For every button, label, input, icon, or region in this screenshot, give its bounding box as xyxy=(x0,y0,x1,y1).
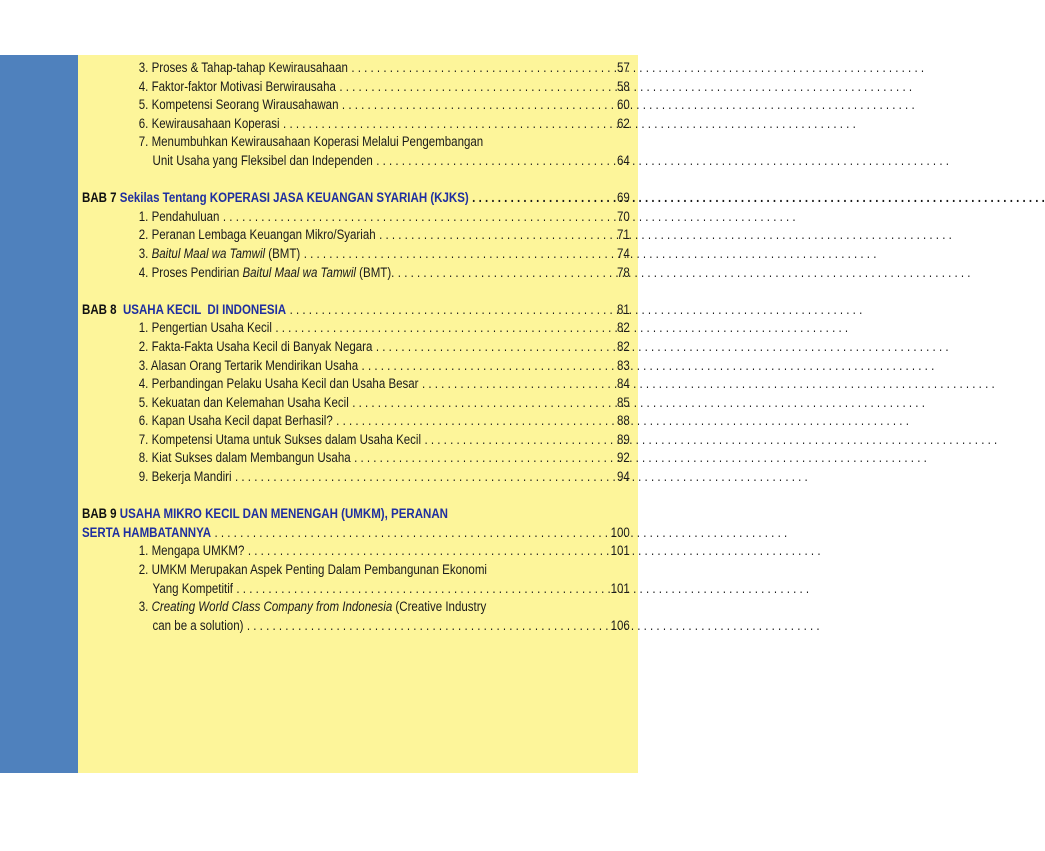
chapter-title: Sekilas Tentang KOPERASI JASA KEUANGAN SYARIAH (KJKS) xyxy=(119,190,469,206)
page-number: 62 xyxy=(617,115,630,131)
toc-page xyxy=(78,55,638,773)
toc-entry[interactable]: 6. Kapan Usaha Kecil dapat Berhasil? . . . 88 xyxy=(82,412,630,431)
toc-entry[interactable]: 1. Mengapa UMKM? . . . 101 xyxy=(82,542,630,561)
page-number: 94 xyxy=(617,469,630,485)
page-number: 101 xyxy=(610,580,630,596)
toc-entry-line2[interactable]: Yang Kompetitif . . . 101 xyxy=(82,580,630,599)
toc-entry[interactable]: 2. Peranan Lembaga Keuangan Mikro/Syariah . . . 71 xyxy=(82,226,630,245)
toc-entry[interactable]: 7. Kompetensi Utama untuk Sukses dalam Usaha Kecil . . . 89 xyxy=(82,431,630,450)
page-number: 57 xyxy=(617,60,630,75)
toc-entry[interactable]: 1. Pengertian Usaha Kecil . . . 82 xyxy=(82,319,630,338)
toc-entry[interactable]: 8. Kiat Sukses dalam Membangun Usaha . . . 92 xyxy=(82,449,630,468)
chapter-title: USAHA MIKRO KECIL DAN MENENGAH (UMKM), PERANAN xyxy=(119,506,448,522)
page-number: 85 xyxy=(617,394,630,410)
toc-entry[interactable]: 2. Fakta-Fakta Usaha Kecil di Banyak Negara . . . 82 xyxy=(82,338,630,357)
toc-entry[interactable]: 3. Baitul Maal wa Tamwil (BMT) . . . 74 xyxy=(82,245,630,264)
chapter-label: BAB 7 xyxy=(82,190,117,206)
page-number: 100 xyxy=(610,524,630,540)
page-number: 64 xyxy=(617,152,630,168)
toc-entry[interactable]: 5. Kompetensi Seorang Wirausahawan . . . 60 xyxy=(82,96,630,115)
left-color-band xyxy=(0,55,78,773)
toc-chapter-bab-8[interactable] xyxy=(82,301,630,320)
page-number: 70 xyxy=(617,208,630,224)
table-of-contents xyxy=(82,59,630,635)
page-number: 83 xyxy=(617,357,630,373)
toc-entry[interactable]: 4. Faktor-faktor Motivasi Berwirausaha . . . 58 xyxy=(82,78,630,97)
toc-entry[interactable]: 3. Alasan Orang Tertarik Mendirikan Usaha . . . 83 xyxy=(82,357,630,376)
chapter-title: USAHA KECIL DI INDONESIA xyxy=(122,301,287,317)
page-number: 101 xyxy=(610,543,630,559)
toc-entry-line1[interactable]: 2. UMKM Merupakan Aspek Penting Dalam Pembangunan Ekonomi xyxy=(138,562,487,578)
page-number: 88 xyxy=(617,413,630,429)
toc-entry[interactable]: 6. Kewirausahaan Koperasi . . . 62 xyxy=(82,115,630,134)
page-number: 71 xyxy=(617,227,630,243)
toc-chapter-bab-9-line1[interactable] xyxy=(82,505,630,524)
page-number: 74 xyxy=(617,245,630,261)
toc-entry[interactable]: 4. Proses Pendirian Baitul Maal wa Tamwil (BMT). . . . 78 xyxy=(82,264,630,283)
chapter-title-continued: SERTA HAMBATANNYA xyxy=(82,524,212,540)
toc-entry[interactable]: 1. Pendahuluan . . . 70 xyxy=(82,208,630,227)
page-number: 106 xyxy=(610,617,630,633)
page-number: 92 xyxy=(617,450,630,466)
toc-entry[interactable]: 3. Proses & Tahap-tahap Kewirausahaan . . . 57 xyxy=(82,59,630,78)
page-number: 78 xyxy=(617,264,630,280)
chapter-label: BAB 8 xyxy=(82,301,117,317)
page-number: 82 xyxy=(617,338,630,354)
toc-entry-line2[interactable]: Unit Usaha yang Fleksibel dan Independen . . . 64 xyxy=(82,152,630,171)
page-number: 81 xyxy=(617,301,630,317)
toc-entry-line1[interactable]: 3. Creating World Class Company from Indonesia (Creative Industry xyxy=(138,599,487,615)
page-number: 82 xyxy=(617,320,630,336)
page-number: 58 xyxy=(617,78,630,94)
page-number: 84 xyxy=(617,376,630,392)
chapter-label: BAB 9 xyxy=(82,506,117,522)
toc-entry-line1[interactable]: 7. Menumbuhkan Kewirausahaan Koperasi Melalui Pengembangan xyxy=(138,134,484,150)
page-number: 60 xyxy=(617,97,630,113)
toc-chapter-bab-9-line2[interactable] xyxy=(82,524,630,543)
toc-entry[interactable]: 5. Kekuatan dan Kelemahan Usaha Kecil . . . 85 xyxy=(82,394,630,413)
page-number: 69 xyxy=(617,190,630,206)
toc-entry-line2[interactable]: can be a solution) . . . 106 xyxy=(82,617,630,636)
page-number: 89 xyxy=(617,431,630,447)
toc-chapter-bab-7[interactable] xyxy=(82,189,630,208)
toc-entry[interactable]: 9. Bekerja Mandiri . . . 94 xyxy=(82,468,630,487)
toc-entry[interactable]: 4. Perbandingan Pelaku Usaha Kecil dan Usaha Besar . . . 84 xyxy=(82,375,630,394)
